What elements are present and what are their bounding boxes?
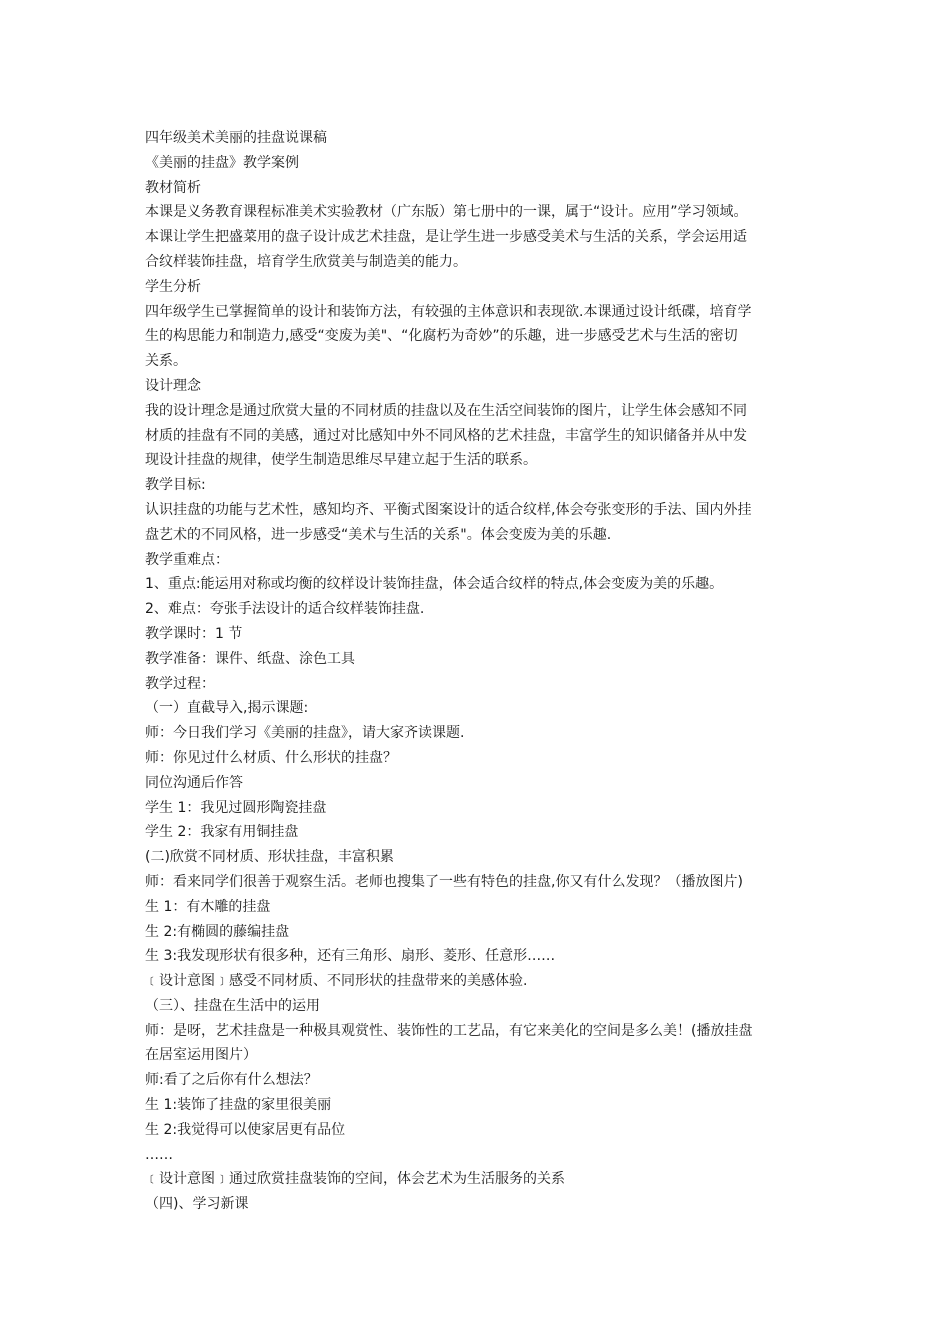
text-line: 教学过程： xyxy=(145,675,215,692)
text-line: 师：是呀，艺术挂盘是一种极具观赏性、装饰性的工艺品，有它来美化的空间是多么美！(播放挂盘 xyxy=(145,1022,753,1039)
text-line: 生的构思能力和制造力,感受“变废为美"、“化腐朽为奇妙”的乐趣，进一步感受艺术与生活的密切 xyxy=(145,328,738,345)
text-line: 关系。 xyxy=(145,353,187,370)
text-line: ﹝设计意图﹞通过欣赏挂盘装饰的空间，体会艺术为生活服务的关系 xyxy=(145,1171,565,1188)
text-line: 设计理念 xyxy=(145,377,201,394)
text-line: 本课让学生把盛菜用的盘子设计成艺术挂盘，是让学生进一步感受美术与生活的关系，学会运用适 xyxy=(145,229,747,246)
text-line: …… xyxy=(145,1146,173,1163)
text-line: 本课是义务教育课程标准美术实验教材（广东版）第七册中的一课，属于“设计。应用”学习领域。 xyxy=(145,204,748,221)
text-line: 生 1:装饰了挂盘的家里很美丽 xyxy=(145,1097,332,1114)
text-line: 四年级学生已掌握简单的设计和装饰方法，有较强的主体意识和表现欲.本课通过设计纸碟，培育学 xyxy=(145,303,752,320)
text-line: 我的设计理念是通过欣赏大量的不同材质的挂盘以及在生活空间装饰的图片，让学生体会感知不同 xyxy=(145,402,747,419)
text-line: 教学课时：1 节 xyxy=(145,625,243,642)
document-page xyxy=(145,126,810,1217)
text-line: 生 2:我觉得可以使家居更有品位 xyxy=(145,1121,346,1138)
text-line: 2、难点：夸张手法设计的适合纹样装饰挂盘. xyxy=(145,601,425,618)
text-line: 在居室运用图片） xyxy=(145,1047,257,1064)
text-line: 《美丽的挂盘》教学案例 xyxy=(145,154,299,171)
text-line: 盘艺术的不同风格，进一步感受“美术与生活的关系"。体会变废为美的乐趣. xyxy=(145,526,612,543)
text-line: 生 2:有椭圆的藤编挂盘 xyxy=(145,923,290,940)
text-line: 生 3:我发现形状有很多种，还有三角形、扇形、菱形、任意形…… xyxy=(145,948,556,965)
text-line: 教学目标: xyxy=(145,477,206,494)
text-line: （一）直截导入,揭示课题: xyxy=(145,700,309,717)
text-line: 同位沟通后作答 xyxy=(145,774,243,791)
text-line: 师：你见过什么材质、什么形状的挂盘？ xyxy=(145,749,397,766)
text-line: 生 1：有木雕的挂盘 xyxy=(145,898,271,915)
text-line: 教学准备：课件、纸盘、涂色工具 xyxy=(145,650,355,667)
text-line: 材质的挂盘有不同的美感，通过对比感知中外不同风格的艺术挂盘，丰富学生的知识储备并从中发 xyxy=(145,427,747,444)
text-line: 1、重点:能运用对称或均衡的纹样设计装饰挂盘，体会适合纹样的特点,体会变废为美的乐趣。 xyxy=(145,576,724,593)
text-line: ﹝设计意图﹞感受不同材质、不同形状的挂盘带来的美感体验. xyxy=(145,973,528,990)
text-line: 师：今日我们学习《美丽的挂盘》，请大家齐读课题. xyxy=(145,725,465,742)
text-line: 学生 2：我家有用铜挂盘 xyxy=(145,824,299,841)
text-line: (二)欣赏不同材质、形状挂盘，丰富积累 xyxy=(145,849,394,866)
text-line: 教材简析 xyxy=(145,179,201,196)
text-line: 合纹样装饰挂盘，培育学生欣赏美与制造美的能力。 xyxy=(145,253,467,270)
text-line: 教学重难点： xyxy=(145,551,229,568)
text-line: 现设计挂盘的规律，使学生制造思维尽早建立起于生活的联系。 xyxy=(145,452,537,469)
text-line: 师:看了之后你有什么想法？ xyxy=(145,1072,318,1089)
text-line: （三）、挂盘在生活中的运用 xyxy=(145,997,320,1014)
text-line: 师：看来同学们很善于观察生活。老师也搜集了一些有特色的挂盘,你又有什么发现？（播放图片) xyxy=(145,873,743,890)
text-line: 四年级美术美丽的挂盘说课稿 xyxy=(145,130,327,146)
text-line: 认识挂盘的功能与艺术性，感知均齐、平衡式图案设计的适合纹样,体会夸张变形的手法、国内外挂 xyxy=(145,501,752,518)
text-line: 学生分析 xyxy=(145,278,201,295)
text-line: 学生 1：我见过圆形陶瓷挂盘 xyxy=(145,799,327,816)
text-line: （四)、学习新课 xyxy=(145,1196,249,1213)
